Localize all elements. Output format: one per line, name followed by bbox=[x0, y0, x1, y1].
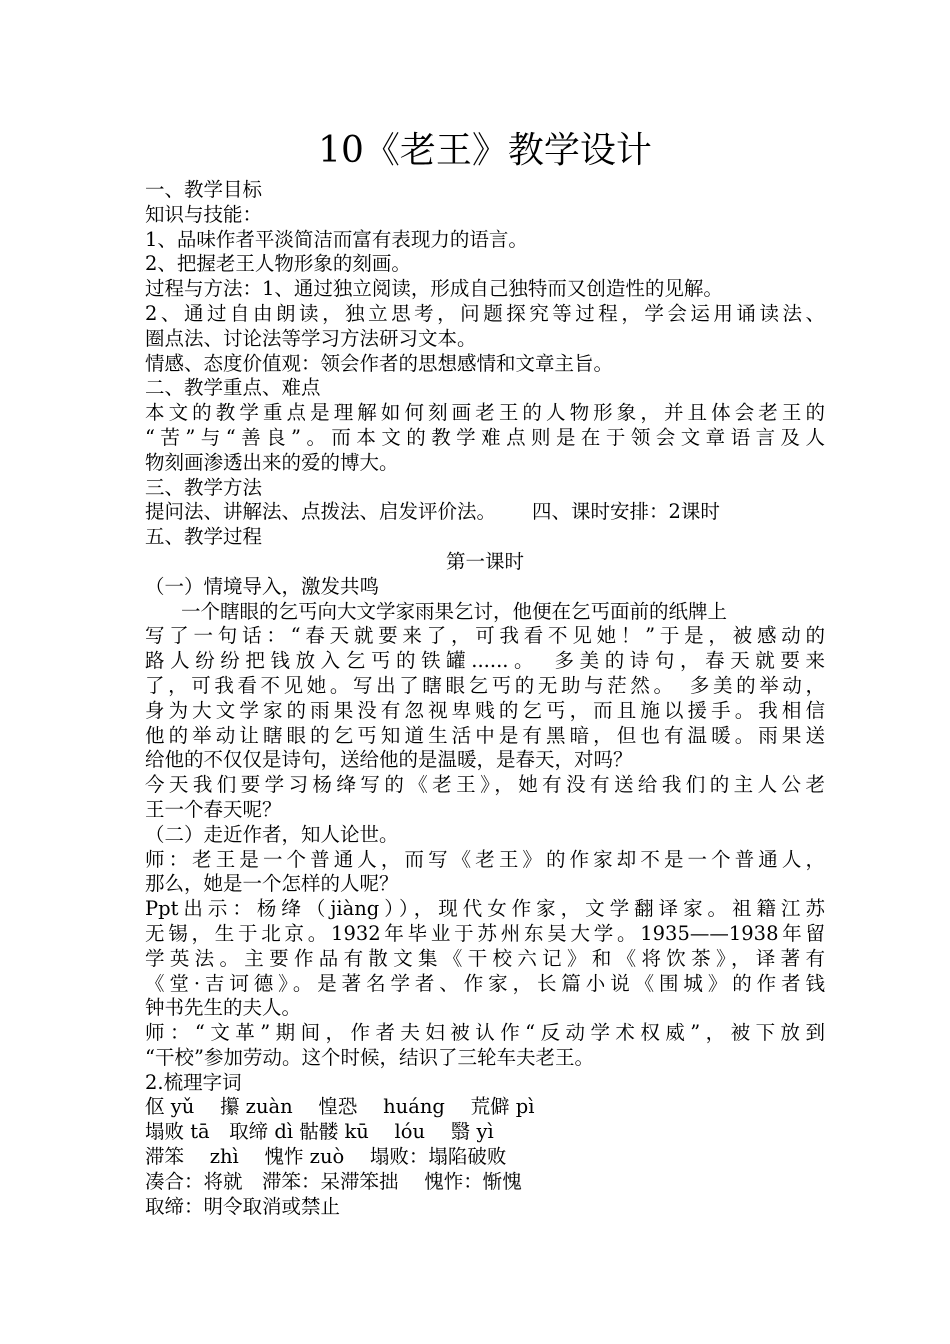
text-line: 王一个春天呢？ bbox=[145, 797, 282, 821]
text-line: 师：老王是一个普通人，而写《老王》的作家却不是一个普通人， bbox=[145, 847, 825, 871]
text-line: 今天我们要学习杨绛写的《老王》，她有没有送给我们的主人公老 bbox=[145, 773, 825, 797]
document-title: 10《老王》教学设计 bbox=[318, 130, 652, 171]
text-line: “干校”参加劳动。这个时候，结识了三轮车夫老王。 bbox=[145, 1045, 594, 1069]
text-line bbox=[145, 500, 825, 525]
vocab-line: 滞笨 zhì 愧怍 zuò 塌败：塌陷破败 bbox=[145, 1145, 507, 1169]
document-page bbox=[145, 128, 825, 1219]
section-heading: （一）情境导入，激发共鸣 bbox=[145, 574, 380, 598]
vocab-line: 塌败 tā 取缔 dì 骷髅 kū lóu 翳 yì bbox=[145, 1120, 494, 1144]
vocab-line: 伛 yǔ 攥 zuàn 惶恐 huáng 荒僻 pì bbox=[145, 1095, 535, 1119]
text-line: 2、通过自由朗读，独立思考，问题探究等过程，学会运用诵读法、 bbox=[145, 301, 825, 325]
heading-teaching-goals: 一、教学目标 bbox=[145, 178, 263, 201]
text-line: 他的举动让瞎眼的乞丐知道生活中是有黑暗，但也有温暖。雨果送 bbox=[145, 723, 825, 747]
text-line: 1、品味作者平淡简洁而富有表现力的语言。 bbox=[145, 227, 528, 251]
text-line: 《堂·吉诃德》。是著名学者、作家，长篇小说《围城》的作者钱 bbox=[145, 971, 825, 995]
vocab-line: 取缔：明令取消或禁止 bbox=[145, 1194, 341, 1218]
vocab-line: 凑合：将就 滞笨：呆滞笨拙 愧怍：惭愧 bbox=[145, 1169, 522, 1193]
text-line: 学英法。主要作品有散文集《干校六记》和《将饮茶》，译著有 bbox=[145, 946, 825, 970]
text-line: 身为大文学家的雨果没有忽视卑贱的乞丐，而且施以援手。我相信 bbox=[145, 698, 825, 722]
text-line: 钟书先生的夫人。 bbox=[145, 996, 302, 1020]
text-line: 物刻画渗透出来的爱的博大。 bbox=[145, 450, 399, 474]
text-line: 圈点法、讨论法等学习方法研习文本。 bbox=[145, 326, 477, 350]
text-line: 路人纷纷把钱放入乞丐的铁罐......。 多美的诗句，春天就要来 bbox=[145, 649, 825, 673]
heading-methods: 三、教学方法 bbox=[145, 475, 263, 499]
text-line: 过程与方法：1、通过独立阅读，形成自己独特而又创造性的见解。 bbox=[145, 277, 723, 301]
heading-key-points: 二、教学重点、难点 bbox=[145, 376, 321, 400]
text-line: 那么，她是一个怎样的人呢？ bbox=[145, 872, 399, 896]
text-line: 一个瞎眼的乞丐向大文学家雨果乞讨，他便在乞丐面前的纸牌上 bbox=[181, 599, 728, 623]
heading-process: 五、教学过程 bbox=[145, 525, 263, 549]
text-line: 情感、态度价值观：领会作者的思想感情和文章主旨。 bbox=[145, 351, 614, 375]
text-line: 本文的教学重点是理解如何刻画老王的人物形象，并且体会老王的 bbox=[145, 401, 825, 425]
section-heading: 2.梳理字词 bbox=[145, 1070, 242, 1094]
text-line: 了，可我看不见她。写出了瞎眼乞丐的无助与茫然。 多美的举动， bbox=[145, 673, 825, 697]
text-line: 给他的不仅仅是诗句，送给他的是温暖，是春天，对吗？ bbox=[145, 748, 633, 772]
text-line: Ppt出示：杨绛（jiàng）），现代女作家，文学翻译家。祖籍江苏 bbox=[145, 897, 825, 921]
text-line: “苦”与“善良”。而本文的教学难点则是在于领会文章语言及人 bbox=[145, 425, 825, 449]
heading-schedule: 四、课时安排：2课时 bbox=[532, 500, 720, 524]
text-line: 写了一句话：“春天就要来了，可我看不见她！”于是，被感动的 bbox=[145, 624, 825, 648]
section-heading: （二）走近作者，知人论世。 bbox=[145, 822, 399, 846]
text-line: 师：“文革”期间，作者夫妇被认作“反动学术权威”，被下放到 bbox=[145, 1021, 825, 1045]
text-line: 知识与技能： bbox=[145, 202, 263, 226]
methods-text: 提问法、讲解法、点拨法、启发评价法。 bbox=[145, 500, 497, 524]
text-line: 无锡，生于北京。1932年毕业于苏州东吴大学。1935——1938年留 bbox=[145, 921, 825, 945]
text-line: 2、把握老王人物形象的刻画。 bbox=[145, 252, 411, 276]
lesson-title: 第一课时 bbox=[445, 549, 524, 573]
